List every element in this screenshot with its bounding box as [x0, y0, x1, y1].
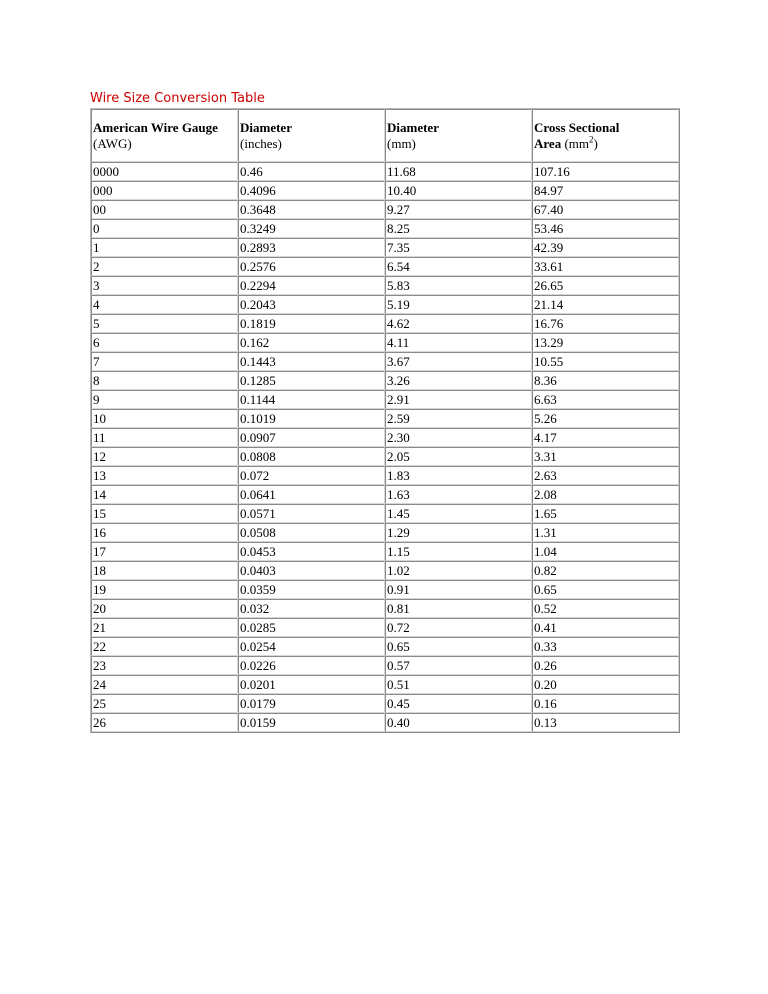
cell-area: 10.55 [532, 352, 679, 371]
cell-inches: 0.2294 [238, 276, 385, 295]
cell-mm: 1.02 [385, 561, 532, 580]
cell-inches: 0.0808 [238, 447, 385, 466]
cell-inches: 0.0907 [238, 428, 385, 447]
cell-area: 33.61 [532, 257, 679, 276]
cell-awg: 20 [91, 599, 238, 618]
header-area-unit-sup: 2 [589, 134, 594, 145]
table-row [91, 238, 679, 257]
cell-area: 3.31 [532, 447, 679, 466]
table-row [91, 276, 679, 295]
header-awg-label: American Wire Gauge [93, 119, 218, 135]
header-awg [91, 109, 238, 162]
cell-inches: 0.3648 [238, 200, 385, 219]
table-row [91, 352, 679, 371]
cell-inches: 0.0179 [238, 694, 385, 713]
cell-awg: 22 [91, 637, 238, 656]
cell-awg: 25 [91, 694, 238, 713]
cell-area: 6.63 [532, 390, 679, 409]
cell-awg: 11 [91, 428, 238, 447]
cell-inches: 0.0285 [238, 618, 385, 637]
cell-inches: 0.2576 [238, 257, 385, 276]
table-row [91, 713, 679, 732]
cell-awg: 19 [91, 580, 238, 599]
cell-mm: 6.54 [385, 257, 532, 276]
header-area-label-line2: Area [534, 135, 562, 151]
table-row [91, 542, 679, 561]
page-title: Wire Size Conversion Table [90, 91, 265, 106]
cell-inches: 0.1819 [238, 314, 385, 333]
cell-area: 16.76 [532, 314, 679, 333]
cell-inches: 0.0359 [238, 580, 385, 599]
header-awg-unit: (AWG) [93, 135, 132, 151]
cell-mm: 2.30 [385, 428, 532, 447]
cell-mm: 1.45 [385, 504, 532, 523]
cell-awg: 23 [91, 656, 238, 675]
cell-area: 0.26 [532, 656, 679, 675]
cell-mm: 0.65 [385, 637, 532, 656]
cell-inches: 0.0254 [238, 637, 385, 656]
cell-mm: 0.51 [385, 675, 532, 694]
cell-area: 5.26 [532, 409, 679, 428]
cell-mm: 0.72 [385, 618, 532, 637]
cell-area: 1.65 [532, 504, 679, 523]
cell-awg: 5 [91, 314, 238, 333]
cell-mm: 11.68 [385, 162, 532, 181]
cell-area: 84.97 [532, 181, 679, 200]
header-diameter-inches [238, 109, 385, 162]
cell-inches: 0.032 [238, 599, 385, 618]
cell-inches: 0.0641 [238, 485, 385, 504]
cell-mm: 5.83 [385, 276, 532, 295]
cell-area: 2.08 [532, 485, 679, 504]
cell-inches: 0.2893 [238, 238, 385, 257]
table-row [91, 637, 679, 656]
header-inches-unit: (inches) [240, 135, 282, 151]
cell-mm: 1.83 [385, 466, 532, 485]
header-mm-label: Diameter [387, 119, 439, 135]
cell-mm: 1.15 [385, 542, 532, 561]
cell-awg: 7 [91, 352, 238, 371]
cell-area: 2.63 [532, 466, 679, 485]
cell-awg: 18 [91, 561, 238, 580]
table-row [91, 390, 679, 409]
cell-awg: 1 [91, 238, 238, 257]
header-area-unit: (mm [564, 135, 590, 151]
cell-area: 26.65 [532, 276, 679, 295]
cell-area: 13.29 [532, 333, 679, 352]
cell-inches: 0.0508 [238, 523, 385, 542]
table-row [91, 371, 679, 390]
cell-awg: 17 [91, 542, 238, 561]
cell-awg: 00 [91, 200, 238, 219]
cell-awg: 13 [91, 466, 238, 485]
header-inches-label: Diameter [240, 119, 292, 135]
cell-mm: 4.11 [385, 333, 532, 352]
cell-inches: 0.1019 [238, 409, 385, 428]
cell-awg: 12 [91, 447, 238, 466]
cell-mm: 0.91 [385, 580, 532, 599]
cell-area: 1.04 [532, 542, 679, 561]
table-row [91, 504, 679, 523]
cell-awg: 6 [91, 333, 238, 352]
table-row [91, 428, 679, 447]
cell-area: 107.16 [532, 162, 679, 181]
cell-awg: 0000 [91, 162, 238, 181]
cell-mm: 4.62 [385, 314, 532, 333]
cell-mm: 2.05 [385, 447, 532, 466]
cell-area: 0.65 [532, 580, 679, 599]
cell-awg: 16 [91, 523, 238, 542]
cell-inches: 0.4096 [238, 181, 385, 200]
cell-mm: 10.40 [385, 181, 532, 200]
cell-area: 8.36 [532, 371, 679, 390]
cell-area: 0.16 [532, 694, 679, 713]
cell-inches: 0.0159 [238, 713, 385, 732]
cell-area: 53.46 [532, 219, 679, 238]
cell-mm: 1.63 [385, 485, 532, 504]
cell-awg: 15 [91, 504, 238, 523]
cell-inches: 0.162 [238, 333, 385, 352]
cell-area: 0.82 [532, 561, 679, 580]
cell-inches: 0.0201 [238, 675, 385, 694]
cell-awg: 14 [91, 485, 238, 504]
cell-awg: 8 [91, 371, 238, 390]
cell-awg: 2 [91, 257, 238, 276]
cell-mm: 9.27 [385, 200, 532, 219]
cell-mm: 3.26 [385, 371, 532, 390]
cell-awg: 21 [91, 618, 238, 637]
cell-inches: 0.0453 [238, 542, 385, 561]
cell-inches: 0.0403 [238, 561, 385, 580]
cell-area: 0.33 [532, 637, 679, 656]
cell-inches: 0.0226 [238, 656, 385, 675]
cell-inches: 0.3249 [238, 219, 385, 238]
cell-awg: 24 [91, 675, 238, 694]
table-row [91, 200, 679, 219]
cell-mm: 7.35 [385, 238, 532, 257]
table-row [91, 675, 679, 694]
cell-inches: 0.1144 [238, 390, 385, 409]
cell-mm: 0.81 [385, 599, 532, 618]
cell-awg: 000 [91, 181, 238, 200]
cell-mm: 0.40 [385, 713, 532, 732]
cell-area: 42.39 [532, 238, 679, 257]
table-row [91, 580, 679, 599]
header-area-label-line1: Cross Sectional [534, 119, 620, 135]
table-row [91, 656, 679, 675]
cell-mm: 0.57 [385, 656, 532, 675]
header-cross-sectional-area [532, 109, 679, 162]
wire-size-table [90, 108, 680, 733]
cell-awg: 3 [91, 276, 238, 295]
cell-mm: 1.29 [385, 523, 532, 542]
cell-area: 1.31 [532, 523, 679, 542]
cell-area: 67.40 [532, 200, 679, 219]
cell-mm: 0.45 [385, 694, 532, 713]
header-area-unit-close: ) [593, 135, 598, 151]
table-row [91, 561, 679, 580]
table-row [91, 466, 679, 485]
table-row [91, 314, 679, 333]
table-row [91, 523, 679, 542]
table-row [91, 618, 679, 637]
table-row [91, 219, 679, 238]
table-row [91, 485, 679, 504]
cell-area: 0.13 [532, 713, 679, 732]
cell-mm: 5.19 [385, 295, 532, 314]
header-mm-unit: (mm) [387, 135, 416, 151]
table-row [91, 409, 679, 428]
cell-area: 0.20 [532, 675, 679, 694]
table-row [91, 447, 679, 466]
table-row [91, 333, 679, 352]
cell-inches: 0.1285 [238, 371, 385, 390]
cell-inches: 0.1443 [238, 352, 385, 371]
cell-mm: 3.67 [385, 352, 532, 371]
cell-area: 0.52 [532, 599, 679, 618]
cell-mm: 2.91 [385, 390, 532, 409]
table-body [91, 162, 679, 732]
cell-mm: 8.25 [385, 219, 532, 238]
cell-awg: 9 [91, 390, 238, 409]
cell-area: 4.17 [532, 428, 679, 447]
cell-mm: 2.59 [385, 409, 532, 428]
cell-awg: 0 [91, 219, 238, 238]
table-row [91, 257, 679, 276]
cell-awg: 26 [91, 713, 238, 732]
table-row [91, 599, 679, 618]
cell-inches: 0.2043 [238, 295, 385, 314]
header-diameter-mm [385, 109, 532, 162]
table-row [91, 295, 679, 314]
cell-inches: 0.0571 [238, 504, 385, 523]
document-page [90, 90, 680, 733]
table-row [91, 162, 679, 181]
cell-inches: 0.46 [238, 162, 385, 181]
cell-inches: 0.072 [238, 466, 385, 485]
table-row [91, 694, 679, 713]
cell-awg: 4 [91, 295, 238, 314]
table-row [91, 181, 679, 200]
cell-area: 21.14 [532, 295, 679, 314]
table-header-row [91, 109, 679, 162]
cell-area: 0.41 [532, 618, 679, 637]
cell-awg: 10 [91, 409, 238, 428]
